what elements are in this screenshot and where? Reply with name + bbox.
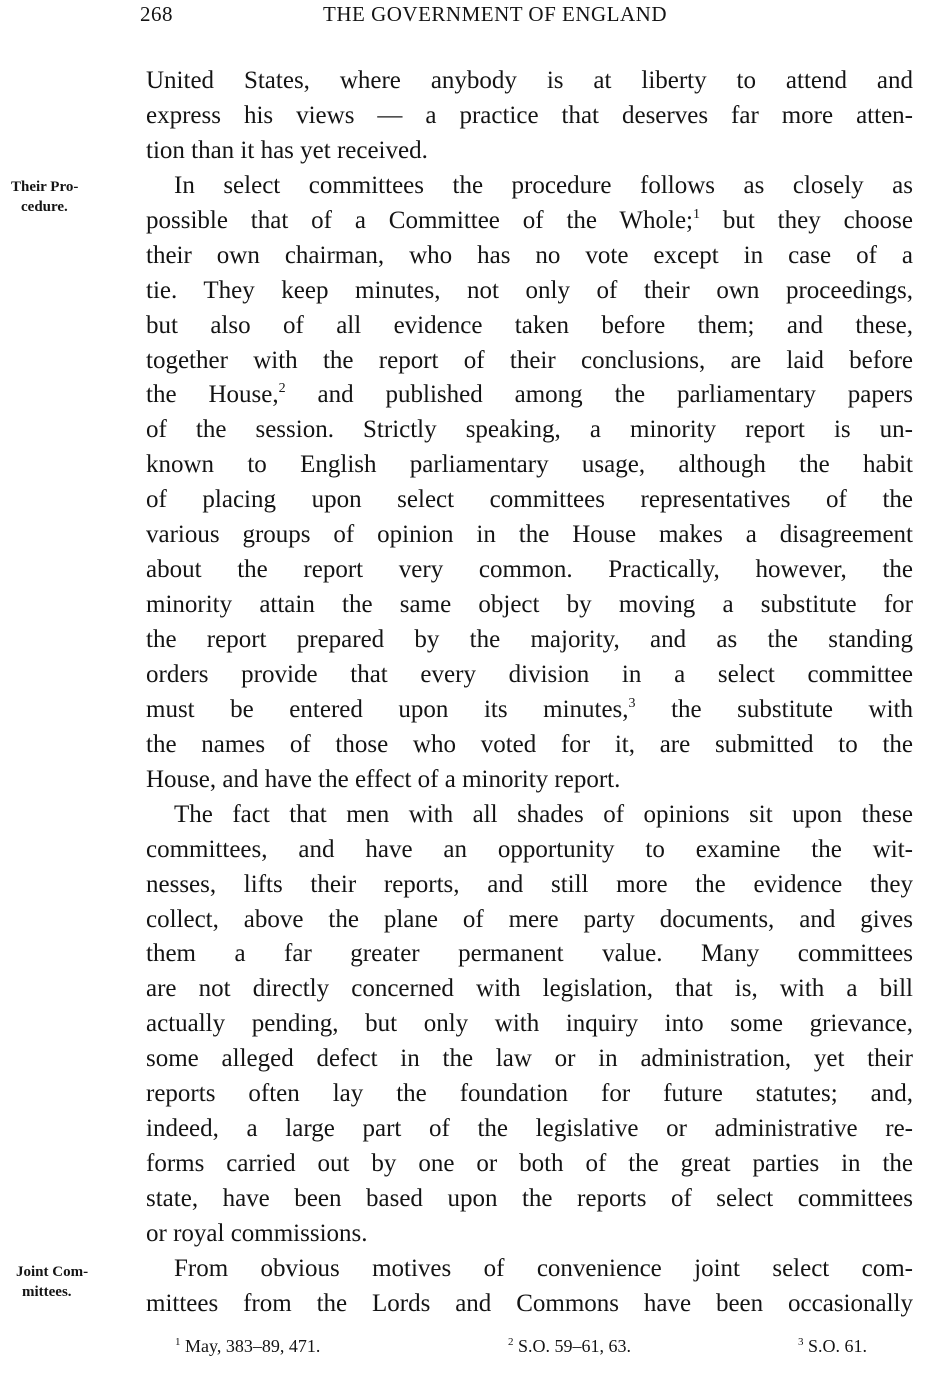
text-line: their own chairman, who has no vote except in case of a	[146, 241, 913, 269]
text-line: The fact that men with all shades of opinions sit upon these	[174, 800, 913, 828]
text-line: forms carried out by one or both of the great parties in the	[146, 1150, 913, 1178]
text-line: must be entered upon its minutes,$^3$ the substitute with	[146, 695, 914, 723]
text-line: about the report very common. Practically, however, the	[146, 556, 913, 584]
text-line: them a far greater permanent value. Many committees	[146, 940, 913, 968]
text-line: the names of those who voted for it, are submitted to the	[146, 730, 913, 758]
text-line: state, have been based upon the reports of select committees	[146, 1185, 913, 1212]
text-line: minority attain the same object by moving a substitute for	[146, 591, 913, 619]
text-line: but also of all evidence taken before them; and these,	[146, 311, 913, 339]
text-line: United States, where anybody is at liberty to attend and	[146, 67, 913, 94]
text-line: indeed, a large part of the legislative or administrative re-	[146, 1115, 913, 1143]
margin-note-joint-committees: Joint Com- mittees.	[16, 1264, 89, 1300]
running-header	[140, 2, 760, 32]
text-line: reports often lay the foundation for future statutes; and,	[146, 1080, 913, 1108]
text-line: are not directly concerned with legislation, that is, with a bill	[146, 975, 913, 1003]
text-line: tion than it has yet received.	[146, 136, 428, 164]
text-line: the report prepared by the majority, and as the standing	[146, 626, 913, 653]
text-line: together with the report of their conclusions, are laid before	[146, 346, 913, 374]
footnote-3: $^3$ S.O. 61.	[798, 1336, 868, 1356]
text-line: From obvious motives of convenience joint select com-	[174, 1254, 913, 1282]
text-line: orders provide that every division in a select committee	[146, 660, 913, 688]
text-line: various groups of opinion in the House makes a disagreement	[146, 521, 913, 549]
footnote-mark: 2	[278, 381, 286, 397]
text-line: express his views — a practice that deserves far more atten-	[146, 101, 913, 129]
text-line: mittees from the Lords and Commons have been occasionally	[146, 1289, 913, 1317]
page-number: 268	[140, 2, 173, 26]
text-line: some alleged defect in the law or in administration, yet their	[146, 1045, 913, 1073]
text-line: committees, and have an opportunity to examine the wit-	[146, 835, 913, 863]
text-line: possible that of a Committee of the Whole;$^1$ but they choose	[146, 206, 913, 234]
text-line: or royal commissions.	[146, 1219, 368, 1247]
text-line: actually pending, but only with inquiry into some grievance,	[146, 1010, 913, 1038]
text-line: House, and have the effect of a minority report.	[146, 765, 621, 793]
footnotes	[175, 1336, 895, 1366]
text-line: In select committees the procedure follows as closely as	[174, 171, 913, 199]
body-text	[146, 64, 913, 1322]
footnote-mark: 3	[628, 695, 636, 711]
margin-note-procedure: Their Pro- cedure.	[11, 179, 79, 215]
footnote-2: $^2$ S.O. 59–61, 63.	[508, 1336, 632, 1356]
text-line: the House,$^2$ and published among the parliamentary papers	[146, 381, 914, 409]
text-line: nesses, lifts their reports, and still more the evidence they	[146, 870, 913, 898]
footnote-1: $^1$ May, 383–89, 471.	[175, 1336, 321, 1356]
text-line: of the session. Strictly speaking, a minority report is un-	[146, 416, 913, 444]
text-line: tie. They keep minutes, not only of their own proceedings,	[146, 276, 913, 304]
text-line: of placing upon select committees representatives of the	[146, 486, 913, 514]
text-line: known to English parliamentary usage, although the habit	[146, 451, 913, 479]
footnote-mark: 1	[693, 206, 700, 222]
text-line: collect, above the plane of mere party documents, and gives	[146, 905, 913, 933]
running-title: THE GOVERNMENT OF ENGLAND	[323, 2, 668, 26]
